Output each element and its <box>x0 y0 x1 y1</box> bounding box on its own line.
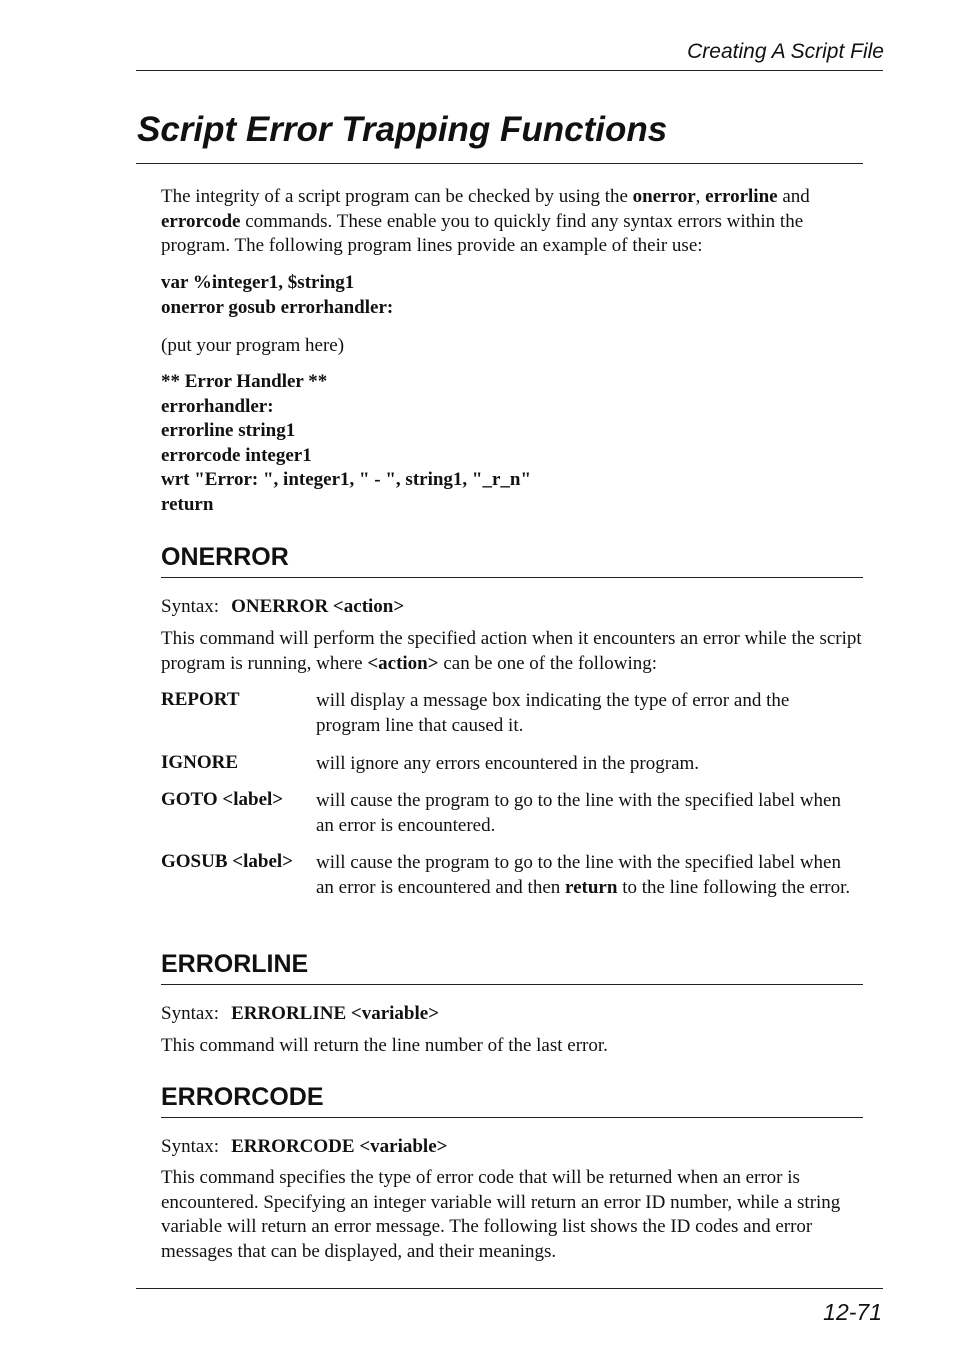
action-desc-report: will display a message box indicating the type of error and the program line that caused it. <box>316 690 790 736</box>
code-line: errorcode integer1 <box>161 444 312 466</box>
footer-rule <box>136 1288 883 1289</box>
syntax-command: ONERROR <action> <box>231 596 405 617</box>
code-line: return <box>161 493 214 515</box>
title-rule <box>136 163 863 164</box>
code-block-error-handler <box>161 370 531 517</box>
syntax-onerror <box>161 596 404 618</box>
syntax-label: Syntax: <box>161 1003 220 1024</box>
syntax-label: Syntax: <box>161 1136 220 1157</box>
action-desc-goto: will cause the program to go to the line with the specified label when an error is encountered. <box>316 790 841 836</box>
syntax-errorcode <box>161 1136 447 1158</box>
syntax-label: Syntax: <box>161 596 220 617</box>
onerror-description <box>161 627 866 676</box>
intro-sep: , <box>695 186 706 207</box>
page-number: 12-71 <box>823 1299 882 1325</box>
syntax-command: ERRORLINE <variable> <box>231 1003 440 1024</box>
intro-cmd-onerror: onerror <box>632 186 696 207</box>
action-term-gosub: GOSUB <label> <box>161 851 293 872</box>
action-desc-ignore: will ignore any errors encountered in the program. <box>316 753 700 774</box>
onerror-desc-text: This command will perform the specified action when it encounters an error while the script program is running, where <box>161 628 862 674</box>
syntax-errorline <box>161 1003 439 1025</box>
section-rule <box>161 1117 863 1118</box>
intro-paragraph <box>161 185 866 259</box>
gosub-return-keyword: return <box>565 876 618 898</box>
code-block-declarations <box>161 271 393 320</box>
action-desc-gosub <box>316 851 851 900</box>
action-term-ignore: IGNORE <box>161 752 239 773</box>
intro-text-2: and <box>777 186 810 207</box>
code-line: wrt "Error: ", integer1, " - ", string1, "_r_n" <box>161 469 532 490</box>
page-title: Script Error Trapping Functions <box>137 110 668 149</box>
running-header: Creating A Script File <box>687 40 884 63</box>
code-line: ** Error Handler ** <box>161 371 328 392</box>
gosub-desc-text-2: to the line following the error. <box>617 876 851 898</box>
section-heading-errorcode: ERRORCODE <box>161 1083 324 1111</box>
intro-text-3: commands. These enable you to quickly find any syntax errors within the program. The following program lines provide an example of their use: <box>161 210 804 256</box>
section-rule <box>161 577 863 578</box>
syntax-command: ERRORCODE <variable> <box>231 1136 448 1157</box>
intro-cmd-errorline: errorline <box>705 186 778 207</box>
code-line: onerror gosub errorhandler: <box>161 296 394 318</box>
placeholder-text: (put your program here) <box>161 335 345 356</box>
intro-cmd-errorcode: errorcode <box>161 210 241 232</box>
header-rule <box>136 70 883 71</box>
section-heading-onerror: ONERROR <box>161 543 289 571</box>
gosub-desc-text: will cause the program to go to the line with the specified label when an error is encountered and then <box>316 852 841 898</box>
action-placeholder: <action> <box>367 652 439 674</box>
code-line: errorhandler: <box>161 395 274 417</box>
errorcode-description: This command specifies the type of error code that will be returned when an error is encountered. Specifying an integer variable will return an error ID number, while a string variable will return an error message. The following list shows the ID codes and error messages that can be displayed, and their meanings. <box>161 1167 841 1262</box>
action-term-goto: GOTO <label> <box>161 789 284 810</box>
onerror-desc-text-2: can be one of the following: <box>438 652 658 674</box>
code-line: var %integer1, $string1 <box>161 272 355 293</box>
intro-text-1: The integrity of a script program can be checked by using the <box>161 186 633 207</box>
code-line: errorline string1 <box>161 420 296 441</box>
section-heading-errorline: ERRORLINE <box>161 950 309 978</box>
errorline-description: This command will return the line number of the last error. <box>161 1035 608 1056</box>
action-term-report: REPORT <box>161 689 240 710</box>
section-rule <box>161 984 863 985</box>
